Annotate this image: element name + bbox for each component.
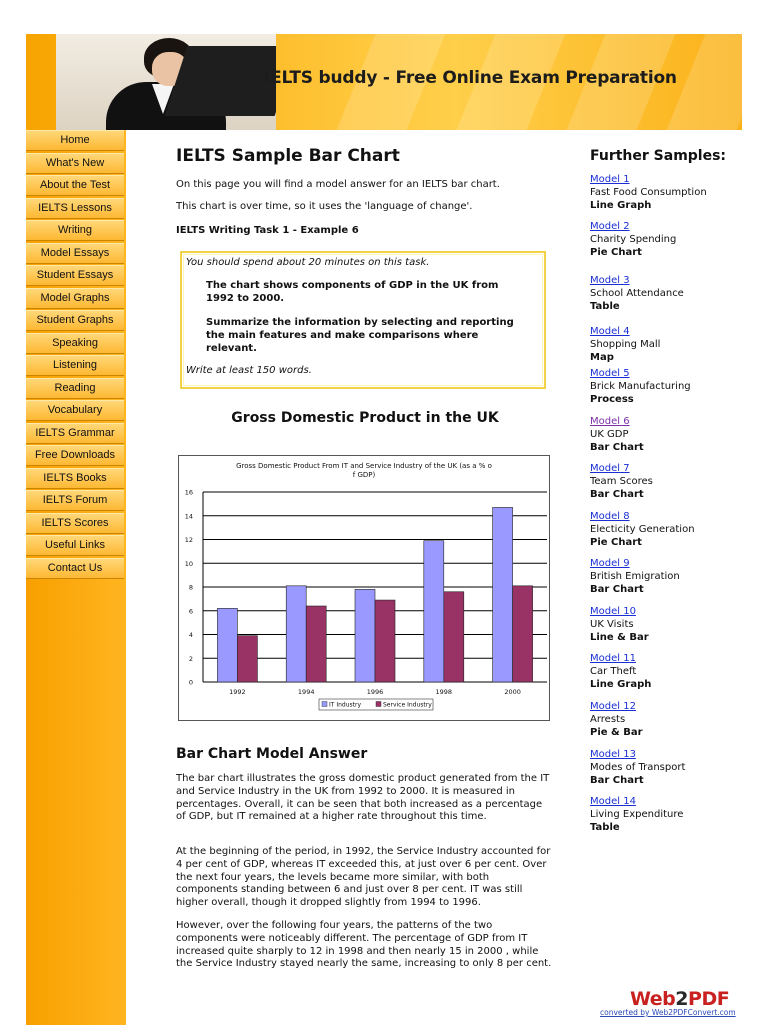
sample-item <box>590 274 760 313</box>
legend-label: IT Industry <box>329 701 362 709</box>
nav-item-useful-links[interactable]: Useful Links <box>26 535 124 556</box>
nav-item-home[interactable]: Home <box>26 130 124 151</box>
y-tick-label: 8 <box>188 583 193 592</box>
nav-item-reading[interactable]: Reading <box>26 378 124 399</box>
nav-item-what-s-new[interactable]: What's New <box>26 153 124 174</box>
page-title: IELTS Sample Bar Chart <box>176 146 400 166</box>
sample-item <box>590 173 760 212</box>
sample-item <box>590 557 760 596</box>
sample-type: Bar Chart <box>590 584 644 595</box>
sample-topic: Shopping Mall <box>590 339 661 350</box>
x-tick-label: 1994 <box>297 688 315 696</box>
web2pdf-link[interactable]: converted by Web2PDFConvert.com <box>600 1008 736 1017</box>
sample-item <box>590 748 760 787</box>
bar-service-industry-1998 <box>444 592 464 682</box>
nav-item-free-downloads[interactable]: Free Downloads <box>26 445 124 466</box>
intro-text-2: This chart is over time, so it uses the 'language of change'. <box>176 201 473 212</box>
sample-topic: Living Expenditure <box>590 809 684 820</box>
task-heading: IELTS Writing Task 1 - Example 6 <box>176 225 359 236</box>
sample-topic: Charity Spending <box>590 234 677 245</box>
legend-label: Service Industry <box>383 701 432 709</box>
sample-type: Bar Chart <box>590 489 644 500</box>
y-tick-label: 16 <box>184 488 193 497</box>
further-samples-title: Further Samples: <box>590 148 727 164</box>
y-tick-label: 6 <box>188 607 193 616</box>
task-box <box>180 251 546 389</box>
legend-swatch <box>376 702 381 707</box>
nav-item-writing[interactable]: Writing <box>26 220 124 241</box>
nav-item-listening[interactable]: Listening <box>26 355 124 376</box>
nav-item-model-essays[interactable]: Model Essays <box>26 243 124 264</box>
nav-item-ielts-lessons[interactable]: IELTS Lessons <box>26 198 124 219</box>
nav-list <box>26 130 124 580</box>
sample-topic: UK Visits <box>590 619 634 630</box>
sample-item <box>590 652 760 691</box>
sample-type: Map <box>590 352 614 363</box>
sample-link[interactable]: Model 9 <box>590 558 630 569</box>
sample-item <box>590 325 760 364</box>
logo-pdf: PDF <box>688 988 730 1010</box>
nav-item-model-graphs[interactable]: Model Graphs <box>26 288 124 309</box>
sample-topic: Brick Manufacturing <box>590 381 691 392</box>
sample-item <box>590 415 760 454</box>
bar-it-industry-1994 <box>286 586 306 682</box>
sample-type: Table <box>590 301 620 312</box>
sample-item <box>590 605 760 644</box>
bar-it-industry-1992 <box>217 608 237 682</box>
nav-item-ielts-grammar[interactable]: IELTS Grammar <box>26 423 124 444</box>
sample-topic: UK GDP <box>590 429 629 440</box>
sample-link[interactable]: Model 6 <box>590 416 630 427</box>
sample-topic: Car Theft <box>590 666 637 677</box>
sample-link[interactable]: Model 10 <box>590 606 636 617</box>
sample-type: Bar Chart <box>590 442 644 453</box>
answer-paragraph: The bar chart illustrates the gross domestic product generated from the IT and Service Industry in the UK from 1992 to 2000. It is measured in percentages. Overall, it can be seen that both increased as a percentage of GDP, but IT remained at a higher rate throughout this time. <box>176 773 550 823</box>
sample-link[interactable]: Model 4 <box>590 326 630 337</box>
task-time-note: You should spend about 20 minutes on this task. <box>186 257 430 268</box>
logo-two: 2 <box>675 988 689 1010</box>
sample-type: Line & Bar <box>590 632 649 643</box>
sample-link[interactable]: Model 14 <box>590 796 636 807</box>
nav-item-about-the-test[interactable]: About the Test <box>26 175 124 196</box>
sample-link[interactable]: Model 11 <box>590 653 636 664</box>
sample-topic: Team Scores <box>590 476 653 487</box>
nav-item-contact-us[interactable]: Contact Us <box>26 558 124 579</box>
sample-topic: School Attendance <box>590 288 684 299</box>
intro-text: On this page you will find a model answer for an IELTS bar chart. <box>176 179 500 190</box>
chart-title-line2: f GDP) <box>352 471 376 479</box>
x-tick-label: 2000 <box>504 688 521 696</box>
sample-link[interactable]: Model 1 <box>590 174 630 185</box>
sample-type: Table <box>590 822 620 833</box>
answer-paragraph: However, over the following four years, the patterns of the two components were noticeably different. The percentage of GDP from IT increased quite sharply to 12 in 1998 and then nearly 15 in 2000 , while the Service Industry stayed nearly the same, increasing to only 8 per cent. <box>176 920 552 970</box>
y-tick-label: 0 <box>188 678 193 687</box>
y-tick-label: 4 <box>188 631 193 639</box>
sample-type: Line Graph <box>590 200 652 211</box>
x-tick-label: 1992 <box>229 688 246 696</box>
nav-item-ielts-scores[interactable]: IELTS Scores <box>26 513 124 534</box>
bar-service-industry-1994 <box>306 606 326 682</box>
sample-type: Line Graph <box>590 679 652 690</box>
web2pdf-badge[interactable] <box>600 988 750 1020</box>
logo-web: Web <box>630 988 676 1010</box>
sample-type: Process <box>590 394 634 405</box>
sample-item <box>590 510 760 549</box>
y-tick-label: 10 <box>184 559 193 568</box>
sample-item <box>590 462 760 501</box>
bar-it-industry-1996 <box>355 589 375 682</box>
answer-paragraph: At the beginning of the period, in 1992, the Service Industry accounted for 4 per cent of GDP, whereas IT exceeded this, at just over 6 per cent. Over the next four years, the levels became more similar, with both components standing between 6 and just over 8 per cent. IT was still higher overall, though it dropped slightly from 1994 to 1996. <box>176 846 551 909</box>
header-banner <box>26 34 742 130</box>
sample-topic: Arrests <box>590 714 626 725</box>
sample-item <box>590 367 760 406</box>
web2pdf-logo[interactable] <box>630 988 729 1010</box>
sample-topic: British Emigration <box>590 571 680 582</box>
sample-type: Pie Chart <box>590 247 642 258</box>
answer-heading: Bar Chart Model Answer <box>176 746 368 762</box>
sample-link[interactable]: Model 3 <box>590 275 630 286</box>
sample-topic: Fast Food Consumption <box>590 187 707 198</box>
sample-topic: Modes of Transport <box>590 762 686 773</box>
bar-it-industry-1998 <box>424 541 444 682</box>
bar-service-industry-2000 <box>513 586 533 682</box>
sample-link[interactable]: Model 12 <box>590 701 636 712</box>
sample-type: Pie Chart <box>590 537 642 548</box>
y-tick-label: 2 <box>188 654 193 663</box>
left-nav <box>26 130 126 1025</box>
task-description: The chart shows components of GDP in the UK from 1992 to 2000. <box>206 280 499 304</box>
sample-link[interactable]: Model 7 <box>590 463 630 474</box>
sample-link[interactable]: Model 13 <box>590 749 636 760</box>
banner-photo <box>56 34 276 130</box>
sample-link[interactable]: Model 5 <box>590 368 630 379</box>
nav-item-vocabulary[interactable]: Vocabulary <box>26 400 124 421</box>
x-tick-label: 1996 <box>366 688 384 696</box>
chart-heading: Gross Domestic Product in the UK <box>231 410 499 426</box>
y-tick-label: 14 <box>184 512 193 521</box>
bar-chart <box>178 455 550 721</box>
nav-item-ielts-forum[interactable]: IELTS Forum <box>26 490 124 511</box>
bar-service-industry-1996 <box>375 600 395 682</box>
sample-link[interactable]: Model 2 <box>590 221 630 232</box>
sample-topic: Electicity Generation <box>590 524 695 535</box>
nav-item-ielts-books[interactable]: IELTS Books <box>26 468 124 489</box>
y-tick-label: 12 <box>184 536 193 544</box>
sample-type: Pie & Bar <box>590 727 643 738</box>
bar-service-industry-1992 <box>237 636 257 682</box>
sample-link[interactable]: Model 8 <box>590 511 630 522</box>
task-word-count: Write at least 150 words. <box>186 365 312 376</box>
legend-swatch <box>322 702 327 707</box>
bar-it-industry-2000 <box>493 507 513 682</box>
nav-item-student-essays[interactable]: Student Essays <box>26 265 124 286</box>
sample-item <box>590 795 760 834</box>
nav-item-speaking[interactable]: Speaking <box>26 333 124 354</box>
sample-type: Bar Chart <box>590 775 644 786</box>
nav-item-student-graphs[interactable]: Student Graphs <box>26 310 124 331</box>
chart-title: Gross Domestic Product From IT and Service Industry of the UK (as a % o <box>236 462 492 470</box>
task-instruction: Summarize the information by selecting and reporting the main features and make comparisons where relevant. <box>206 317 514 354</box>
x-tick-label: 1998 <box>435 688 453 696</box>
sample-item <box>590 220 760 259</box>
site-title[interactable]: IELTS buddy - Free Online Exam Preparation <box>264 68 677 88</box>
sample-item <box>590 700 760 739</box>
